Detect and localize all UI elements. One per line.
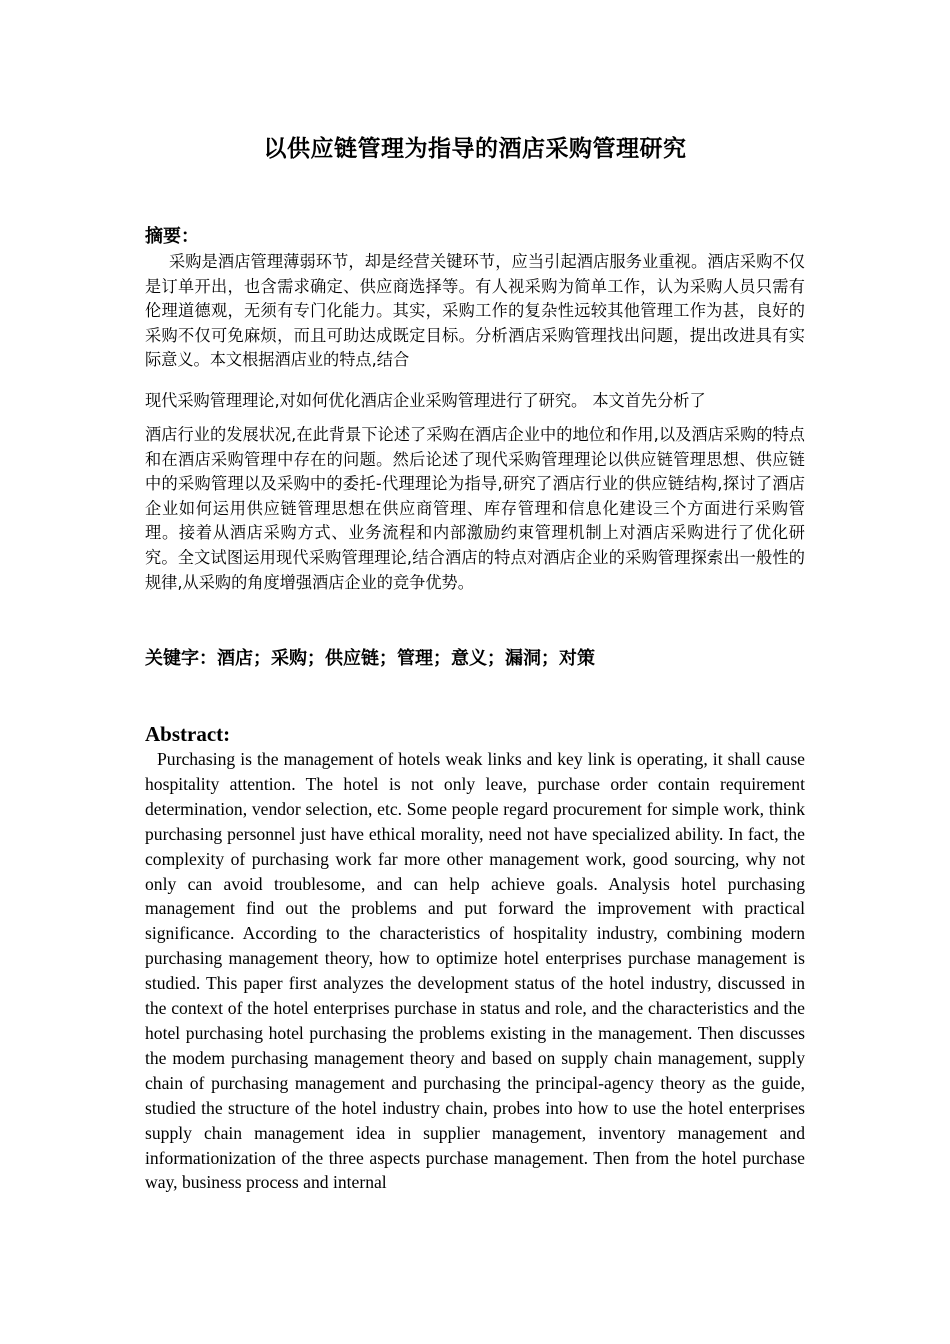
document-title: 以供应链管理为指导的酒店采购管理研究 xyxy=(263,136,687,162)
chinese-abstract-paragraph-2: 现代采购管理理论,对如何优化酒店企业采购管理进行了研究。 本文首先分析了 xyxy=(145,391,706,410)
chinese-abstract-heading: 摘要： xyxy=(145,226,199,247)
chinese-abstract-paragraph-3: 酒店行业的发展状况,在此背景下论述了采购在酒店企业中的地位和作用,以及酒店采购的特点和在酒店采购管理中存在的问题。然后论述了现代采购管理理论以供应链管理思想、供应链中的采购管理以及采购中的委托-代理理论为指导,研究了酒店行业的供应链结构,探讨了酒店企业如何运用供应链管理思想在供应商管理、库存管理和信息化建设三个方面进行采购管理。接着从酒店采购方式、业务流程和内部激励约束管理机制上对酒店采购进行了优化研究。全文试图运用现代采购管理理论,结合酒店的特点对酒店企业的采购管理探索出一般性的规律,从采购的角度增强酒店企业的竞争优势。 xyxy=(145,425,805,592)
chinese-abstract-paragraph-1: 采购是酒店管理薄弱环节，却是经营关键环节，应当引起酒店服务业重视。酒店采购不仅是订单开出，也含需求确定、供应商选择等。有人视采购为简单工作，认为采购人员只需有伦理道德观，无须有专门化能力。其实，采购工作的复杂性远较其他管理工作为甚，良好的采购不仅可免麻烦，而且可助达成既定目标。分析酒店采购管理找出问题，提出改进具有实际意义。本文根据酒店业的特点,结合 xyxy=(145,252,805,370)
english-abstract-body: Purchasing is the management of hotels weak links and key link is operating, it shall cause hospitality attention. The hotel is not only leave, purchase order contain requirement determination, vendor selection, etc. Some people regard procurement for simple work, think purchasing personnel just have ethical morality, need not have specialized ability. In fact, the complexity of purchasing work far more other management work, good sourcing, why not only can avoid troublesome, and can help achieve goals. Analysis hotel purchasing management find out the problems and put forward the improvement with practical significance. According to the characteristics of hospitality industry, combining modern purchasing management theory, how to optimize hotel enterprises purchase management is studied. This paper first analyzes the development status of the hotel industry, discussed in the context of the hotel enterprises purchase in status and role, and the characteristics and the hotel purchasing hotel purchasing the problems existing in the management. Then discusses the modem purchasing management theory and based on supply chain management, supply chain of purchasing management and purchasing the principal-agency theory as the guide, studied the structure of the hotel industry chain, probes into how to use the hotel enterprises supply chain management idea in supplier management, inventory management and informationization of the three aspects purchase management. Then from the hotel purchase way, business process and internal xyxy=(145,749,805,1193)
english-abstract-heading: Abstract: xyxy=(145,722,231,746)
keywords-line: 关键字：酒店；采购；供应链；管理；意义；漏洞；对策 xyxy=(145,648,595,669)
